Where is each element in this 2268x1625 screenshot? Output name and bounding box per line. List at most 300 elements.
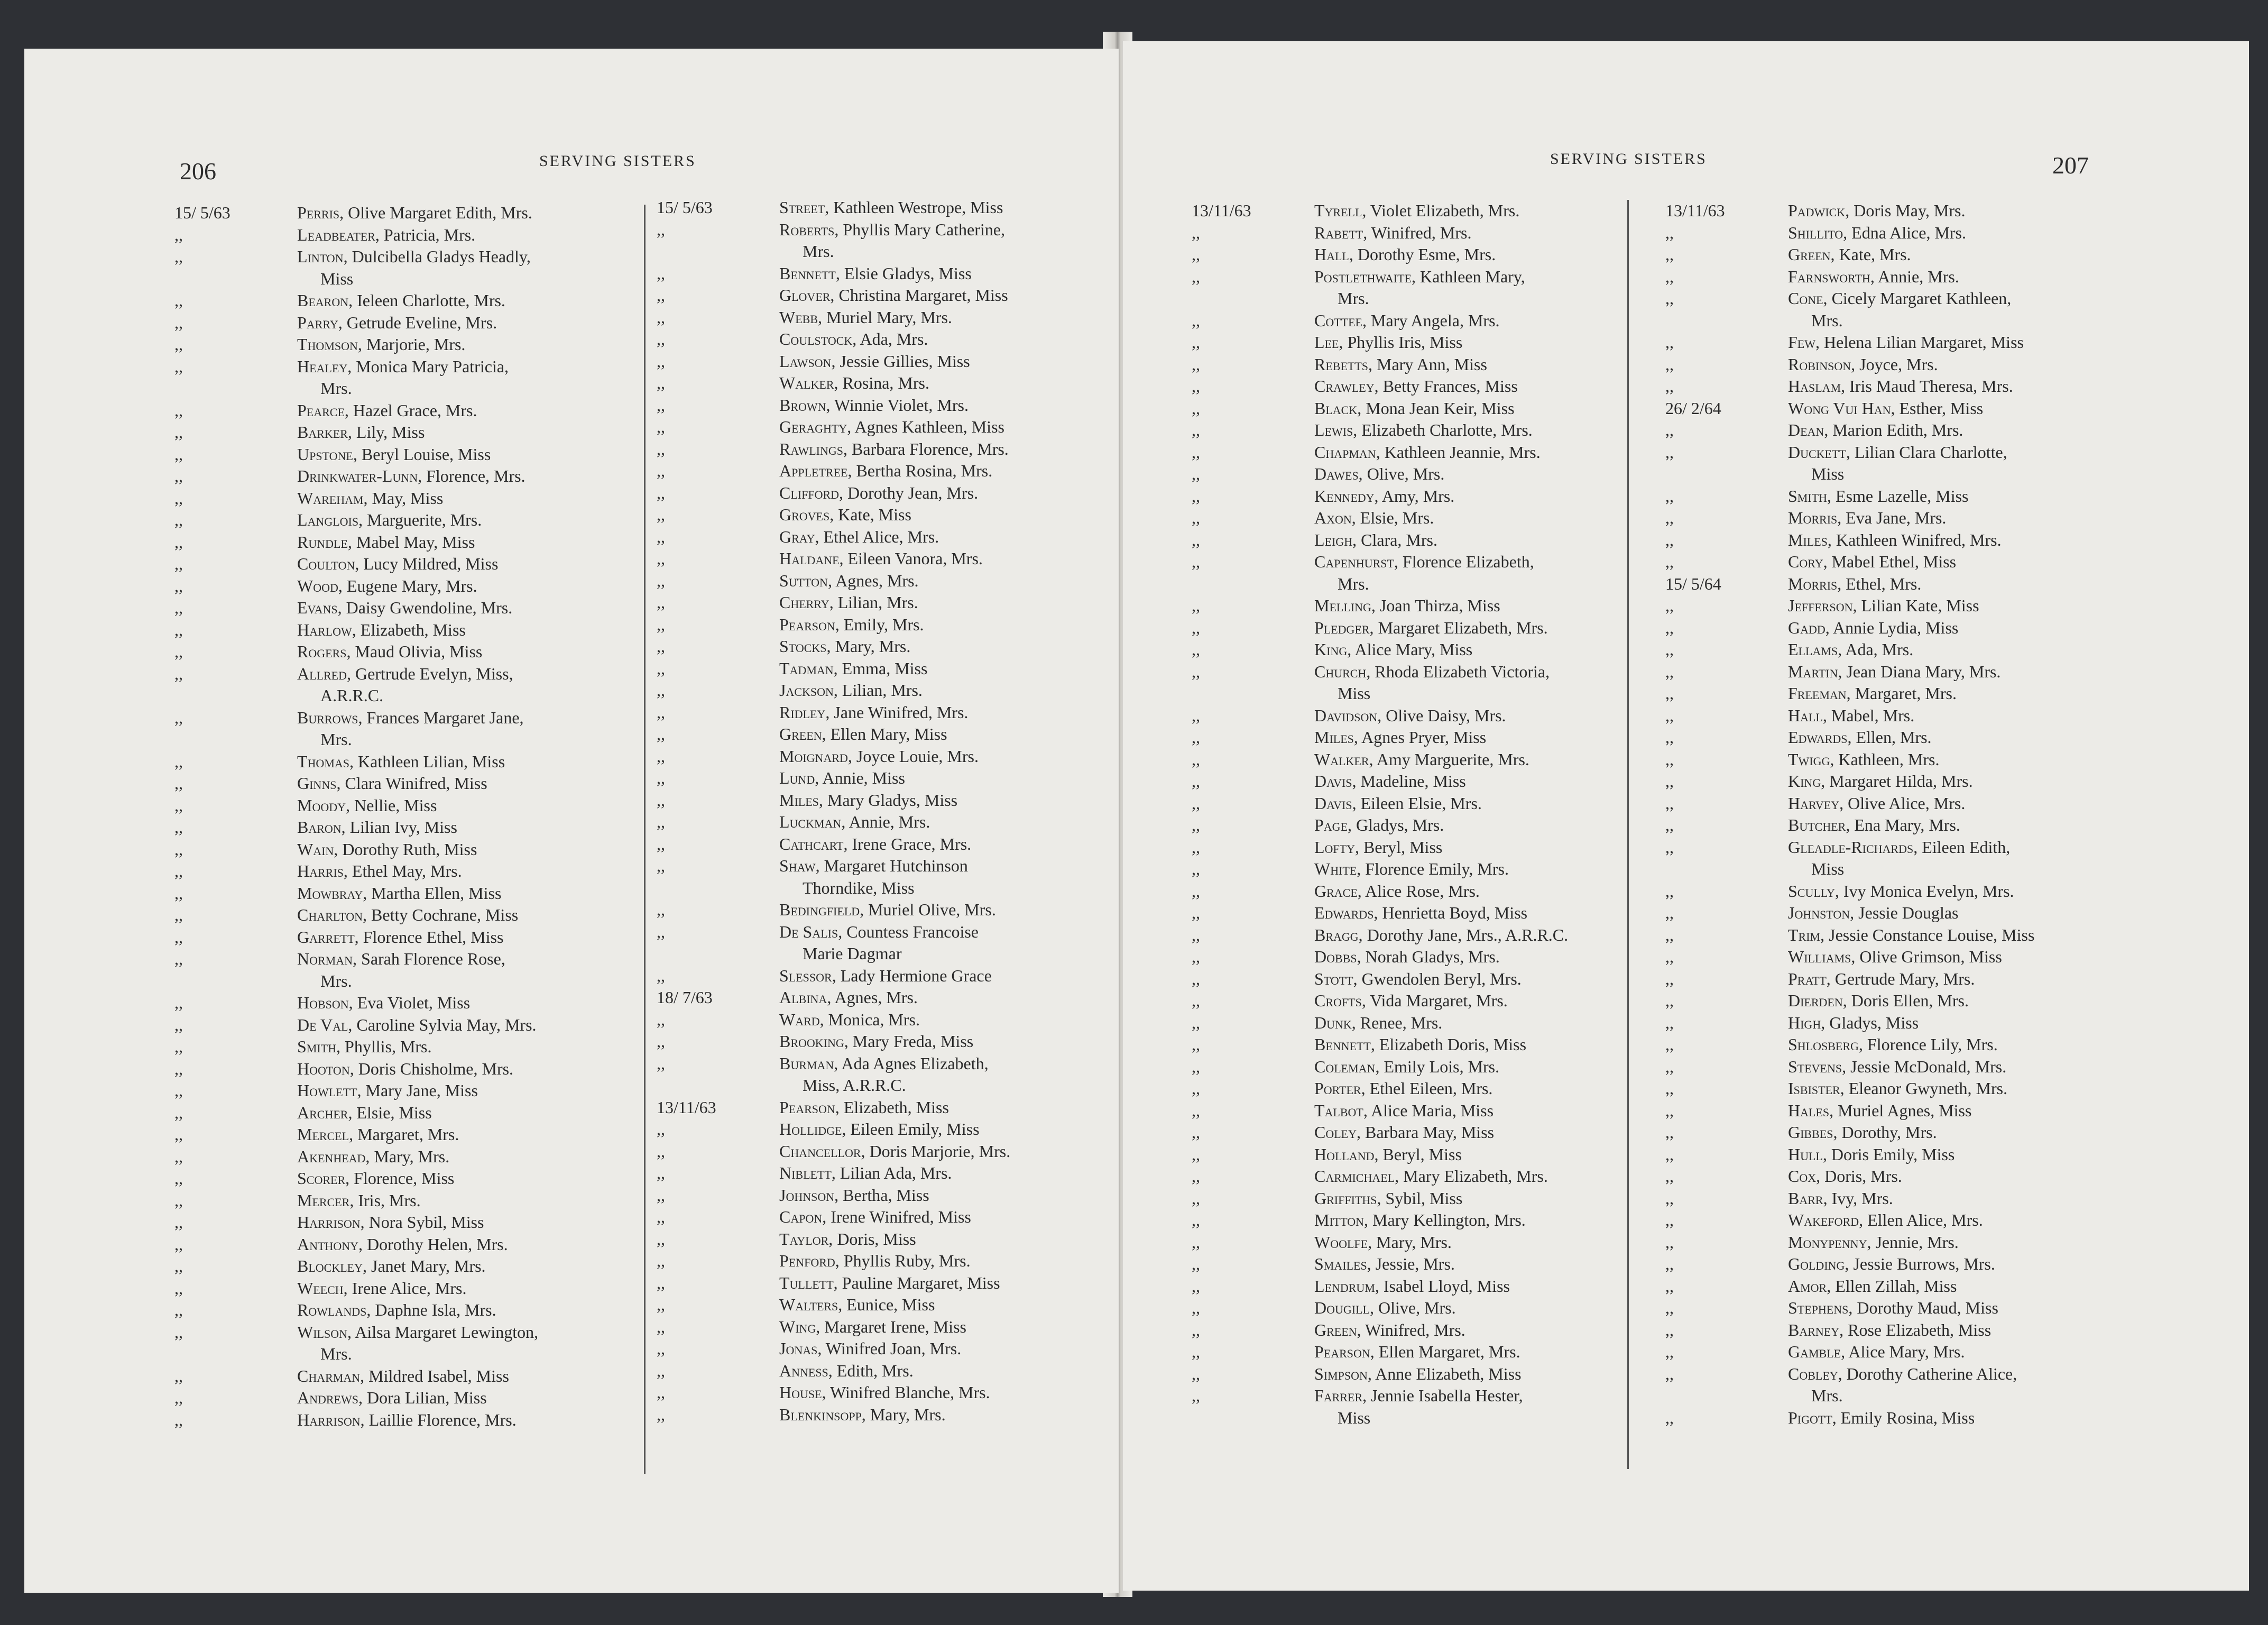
entry-row — [1192, 705, 1620, 727]
entry-given-names: Margaret, Mrs. — [1855, 684, 1957, 703]
entry-surname: Stevens, — [1788, 1057, 1847, 1076]
entry-surname: Gleadle-Richards, — [1788, 837, 1918, 857]
entry-given-names: Ada Agnes Elizabeth, — [841, 1053, 989, 1073]
entry-name — [1314, 1319, 1465, 1342]
entry-continuation — [657, 943, 1117, 965]
entry-given-names: Mary, Mrs. — [835, 637, 911, 656]
entry-date: ,, — [1192, 793, 1200, 813]
entry-surname: Geraghty, — [779, 417, 852, 436]
entry-row — [1665, 1078, 2194, 1100]
entry-name — [1314, 1056, 1499, 1078]
entry-date: ,, — [174, 1146, 183, 1166]
entry-given-names: Mrs. — [1338, 289, 1369, 308]
entry-name — [779, 811, 930, 833]
entry-given-names: Hazel Grace, Mrs. — [353, 400, 477, 420]
entry-date: ,, — [174, 993, 183, 1012]
entry-name — [297, 444, 491, 466]
entry-given-names: Kathleen, Mrs. — [1838, 749, 1940, 769]
entry-name — [779, 1206, 971, 1228]
entry-name — [1314, 1275, 1510, 1298]
entry-given-names: Phyllis Mary Catherine, — [843, 219, 1005, 239]
entry-name — [779, 987, 918, 1009]
entry-date: ,, — [1192, 1167, 1200, 1186]
entry-row — [1192, 946, 1620, 968]
entry-continuation — [1665, 463, 2194, 485]
entry-row — [657, 636, 1117, 658]
entry-surname: Pratt, — [1788, 969, 1831, 988]
entry-name — [1788, 946, 2002, 968]
entry-name — [779, 328, 928, 351]
entry-surname: Church, — [1314, 662, 1371, 681]
entry-given-names: Mrs. — [320, 1344, 352, 1363]
entry-name — [1314, 442, 1541, 464]
entry-name — [297, 1102, 432, 1124]
entry-given-names: Olive Alice, Mrs. — [1848, 793, 1966, 813]
entry-given-names: Kathleen Mary, — [1419, 267, 1525, 286]
entry-row — [174, 904, 640, 926]
entry-row — [174, 816, 640, 839]
entry-name — [1788, 968, 1975, 990]
entry-row — [174, 400, 640, 422]
entry-surname: Lawson, — [779, 351, 836, 371]
entry-surname: Scorer, — [297, 1169, 350, 1188]
entry-surname: Stephens, — [1788, 1298, 1853, 1317]
entry-given-names: Alice Mary, Mrs. — [1848, 1342, 1965, 1361]
entry-name — [1788, 332, 2024, 354]
entry-name — [1788, 1078, 2007, 1100]
entry-name — [779, 1338, 961, 1360]
entry-surname: Cobley, — [1788, 1364, 1842, 1383]
entry-name — [779, 1031, 973, 1053]
entry-surname: Luckman, — [779, 812, 846, 831]
entry-date: ,, — [174, 1388, 183, 1407]
entry-surname: Duckett, — [1788, 442, 1850, 462]
entry-date: ,, — [174, 927, 183, 947]
entry-row — [1665, 1341, 2194, 1363]
entry-name — [297, 268, 353, 290]
entry-name — [779, 789, 957, 812]
entry-given-names: Irene Alice, Mrs. — [352, 1278, 467, 1298]
entry-date: ,, — [1665, 837, 1674, 857]
entry-date: ,, — [1192, 1320, 1200, 1339]
entry-name — [1314, 200, 1519, 222]
entry-name — [1314, 1188, 1462, 1210]
entry-row — [174, 839, 640, 861]
entry-name — [1314, 310, 1500, 332]
entry-name — [1788, 617, 1958, 639]
entry-surname: Rundle, — [297, 532, 352, 552]
entry-name — [779, 394, 969, 417]
entry-given-names: Dorothy Ruth, Miss — [342, 839, 477, 859]
entry-date: ,, — [174, 1081, 183, 1100]
entry-given-names: Kathleen Winifred, Mrs. — [1836, 530, 2002, 549]
entry-surname: Dobbs, — [1314, 947, 1361, 966]
entry-column — [174, 202, 640, 1431]
entry-given-names: Rosina, Mrs. — [842, 373, 929, 392]
entry-name — [779, 570, 919, 592]
entry-row — [1665, 1034, 2194, 1056]
entry-row — [174, 1190, 640, 1212]
entry-given-names: Agnes, Mrs. — [834, 988, 918, 1007]
entry-row — [1665, 1188, 2194, 1210]
entry-name — [1788, 793, 1965, 815]
entry-name — [779, 833, 971, 856]
entry-name — [1314, 463, 1444, 485]
entry-date: 15/ 5/64 — [1665, 574, 1721, 593]
entry-given-names: Ethel, Mrs. — [1846, 574, 1922, 593]
entry-given-names: Jane Winifred, Mrs. — [834, 702, 969, 722]
entry-given-names: A.R.R.C. — [320, 686, 384, 705]
entry-given-names: Kathleen Jeannie, Mrs. — [1384, 442, 1541, 462]
entry-given-names: Doris Emily, Miss — [1831, 1144, 1955, 1164]
entry-surname: Lund, — [779, 768, 819, 787]
entry-surname: Wong Vui Han, — [1788, 398, 1895, 418]
entry-row — [1665, 1165, 2194, 1188]
entry-row — [1192, 1385, 1620, 1407]
entry-row — [1192, 1341, 1620, 1363]
entry-date: ,, — [1192, 1232, 1200, 1252]
entry-continuation — [174, 970, 640, 993]
entry-name — [1314, 573, 1369, 595]
entry-given-names: Clara Winifred, Miss — [345, 774, 487, 793]
entry-date: ,, — [1665, 815, 1674, 834]
entry-given-names: Mrs. — [1338, 574, 1369, 593]
entry-date: ,, — [174, 598, 183, 617]
entry-given-names: Annie Lydia, Miss — [1833, 618, 1959, 637]
entry-surname: Pearson, — [779, 614, 840, 634]
entry-row — [1665, 793, 2194, 815]
entry-name — [1788, 222, 1966, 244]
entry-name — [1314, 1209, 1526, 1232]
entry-name — [779, 1294, 935, 1316]
entry-given-names: Ailsa Margaret Lewington, — [355, 1322, 539, 1342]
entry-name — [779, 877, 915, 899]
entry-row — [657, 1272, 1117, 1295]
entry-given-names: Jessie Constance Louise, Miss — [1829, 925, 2035, 944]
entry-row — [1192, 837, 1620, 859]
entry-row — [1192, 1319, 1620, 1342]
entry-date: ,, — [1192, 1364, 1200, 1383]
entry-row — [1665, 1144, 2194, 1166]
entry-given-names: Muriel Mary, Mrs. — [826, 307, 952, 327]
entry-row — [174, 860, 640, 883]
entry-given-names: Dorothy Catherine Alice, — [1846, 1364, 2017, 1383]
entry-date: ,, — [657, 1273, 665, 1292]
entry-name — [297, 597, 512, 619]
entry-given-names: Jessie Douglas — [1858, 903, 1959, 922]
entry-name — [779, 614, 924, 636]
entry-surname: Monypenny, — [1788, 1232, 1871, 1252]
entry-name — [1788, 266, 1959, 288]
entry-date: ,, — [174, 510, 183, 529]
entry-row — [1192, 332, 1620, 354]
entry-date: ,, — [1665, 1144, 1674, 1164]
entry-surname: Jonas, — [779, 1339, 822, 1358]
entry-row — [657, 482, 1117, 504]
entry-surname: Dean, — [1788, 420, 1829, 439]
entry-given-names: Irene Winifred, Miss — [831, 1207, 971, 1226]
entry-surname: Harrison, — [297, 1410, 365, 1429]
entry-row — [174, 1146, 640, 1168]
entry-name — [297, 948, 505, 970]
entry-given-names: Joyce, Mrs. — [1859, 354, 1938, 374]
entry-row — [657, 921, 1117, 943]
entry-name — [1314, 661, 1550, 683]
entry-name — [779, 943, 901, 965]
entry-name — [297, 992, 470, 1014]
entry-surname: Perris, — [297, 203, 344, 222]
entry-name — [1788, 1100, 1971, 1122]
entry-row — [657, 570, 1117, 592]
entry-name — [1314, 837, 1442, 859]
entry-name — [1788, 1407, 1975, 1429]
entry-row — [1192, 1034, 1620, 1056]
entry-name — [1788, 683, 1957, 705]
entry-given-names: Irene Grace, Mrs. — [852, 834, 972, 853]
entry-name — [779, 241, 834, 263]
entry-date: ,, — [174, 1322, 183, 1342]
entry-date: ,, — [1665, 223, 1674, 242]
entry-row — [174, 1168, 640, 1190]
entry-given-names: Eva Jane, Mrs. — [1846, 508, 1947, 527]
entry-given-names: Eunice, Miss — [846, 1295, 935, 1314]
entry-name — [779, 702, 968, 724]
entry-name — [779, 1404, 946, 1426]
entry-row — [657, 1185, 1117, 1207]
entry-date: ,, — [1192, 1298, 1200, 1317]
entry-given-names: Dorothy Jane, Mrs., A.R.R.C. — [1367, 925, 1569, 944]
entry-date: ,, — [174, 335, 183, 354]
entry-date: ,, — [1192, 1188, 1200, 1208]
entry-row — [1665, 1232, 2194, 1254]
entry-given-names: Lady Hermione Grace — [840, 966, 992, 985]
entry-surname: Pearson, — [1314, 1342, 1375, 1361]
entry-row — [1192, 1056, 1620, 1078]
entry-date: ,, — [174, 1213, 183, 1232]
entry-date: ,, — [657, 834, 665, 853]
entry-date: ,, — [1192, 903, 1200, 922]
entry-continuation — [657, 241, 1117, 263]
entry-given-names: Norah Gladys, Mrs. — [1365, 947, 1500, 966]
entry-row — [1665, 1122, 2194, 1144]
entry-surname: Mitton, — [1314, 1210, 1369, 1229]
entry-name — [1788, 1319, 1991, 1342]
entry-name — [779, 1272, 1000, 1295]
entry-date: ,, — [1665, 728, 1674, 747]
entry-surname: Jackson, — [779, 681, 838, 700]
entry-date: ,, — [1192, 530, 1200, 549]
entry-row — [657, 1360, 1117, 1382]
entry-given-names: Mary, Mrs. — [374, 1146, 450, 1166]
entry-surname: Kennedy, — [1314, 486, 1379, 506]
entry-surname: Simpson, — [1314, 1364, 1372, 1383]
entry-name — [1314, 924, 1568, 947]
entry-given-names: Ivy, Mrs. — [1831, 1188, 1893, 1208]
entry-row — [657, 351, 1117, 373]
entry-surname: High, — [1788, 1013, 1826, 1032]
running-head: SERVING SISTERS — [1550, 150, 1707, 168]
entry-surname: Hall, — [1788, 705, 1827, 725]
entry-surname: Barker, — [297, 423, 352, 442]
entry-surname: Gamble, — [1788, 1342, 1846, 1361]
entry-date: ,, — [1192, 969, 1200, 988]
entry-given-names: Agnes Kathleen, Miss — [854, 417, 1004, 436]
entry-given-names: Iris, Mrs. — [358, 1190, 421, 1210]
entry-given-names: Mary Jane, Miss — [365, 1081, 478, 1100]
entry-date: ,, — [174, 466, 183, 485]
entry-surname: White, — [1314, 859, 1361, 878]
entry-row — [1192, 902, 1620, 924]
entry-given-names: Emily Lois, Mrs. — [1384, 1057, 1500, 1076]
entry-row — [657, 1141, 1117, 1163]
entry-name — [1314, 1100, 1493, 1122]
entry-row — [657, 416, 1117, 438]
entry-given-names: Winnie Violet, Mrs. — [834, 395, 969, 415]
entry-given-names: Dorothy Esme, Mrs. — [1357, 245, 1496, 264]
entry-row — [657, 746, 1117, 768]
entry-row — [1192, 551, 1620, 573]
entry-row — [657, 592, 1117, 614]
entry-surname: Martin, — [1788, 662, 1842, 681]
entry-date: ,, — [657, 746, 665, 766]
entry-name — [297, 1124, 459, 1146]
entry-surname: Cone, — [1788, 289, 1828, 308]
entry-surname: Taylor, — [779, 1229, 833, 1248]
entry-given-names: Nellie, Miss — [354, 795, 437, 815]
entry-name — [1314, 793, 1482, 815]
entry-given-names: Lily, Miss — [356, 423, 425, 442]
entry-date: ,, — [1665, 793, 1674, 813]
entry-name — [1788, 902, 1958, 924]
entry-date: ,, — [657, 395, 665, 415]
entry-surname: Chancellor, — [779, 1141, 865, 1161]
entry-surname: Allred, — [297, 664, 351, 683]
entry-name — [1314, 1297, 1456, 1319]
entry-date: ,, — [657, 812, 665, 831]
entry-row — [174, 312, 640, 334]
entry-surname: Lee, — [1314, 333, 1343, 352]
entry-surname: Green, — [1314, 1320, 1361, 1339]
entry-surname: Coley, — [1314, 1123, 1361, 1142]
entry-surname: Davis, — [1314, 772, 1357, 791]
entry-row — [174, 1036, 640, 1058]
entry-date: ,, — [174, 1190, 183, 1210]
entry-given-names: Gladys, Miss — [1829, 1013, 1919, 1032]
entry-date: ,, — [174, 905, 183, 924]
entry-row — [657, 504, 1117, 526]
entry-date: ,, — [1192, 464, 1200, 483]
entry-date: ,, — [657, 614, 665, 634]
entry-surname: Smith, — [1788, 486, 1832, 506]
entry-surname: Burrows, — [297, 708, 363, 727]
entry-name — [297, 1365, 509, 1388]
entry-name — [1314, 419, 1533, 442]
entry-name — [1314, 617, 1548, 639]
entry-row — [1192, 485, 1620, 508]
entry-given-names: Mrs. — [803, 242, 834, 261]
entry-surname: Dunk, — [1314, 1013, 1356, 1032]
entry-row — [174, 1299, 640, 1321]
entry-surname: Pigott, — [1788, 1408, 1837, 1427]
entry-surname: Cherry, — [779, 593, 834, 612]
entry-date: ,, — [1665, 1188, 1674, 1208]
entry-surname: Akenhead, — [297, 1146, 370, 1166]
entry-name — [779, 197, 1003, 219]
entry-given-names: Bertha, Miss — [843, 1185, 929, 1205]
entry-name — [1788, 1188, 1893, 1210]
entry-surname: Hobson, — [297, 993, 353, 1012]
entry-given-names: Patricia, Mrs. — [383, 225, 476, 244]
entry-name — [297, 926, 503, 949]
entry-date: ,, — [657, 307, 665, 327]
entry-name — [1788, 1253, 1995, 1275]
entry-date: ,, — [657, 1295, 665, 1314]
entry-name — [779, 746, 979, 768]
entry-row — [174, 531, 640, 554]
entry-given-names: Florence Emily, Mrs. — [1365, 859, 1509, 878]
entry-row — [1665, 639, 2194, 661]
entry-name — [1788, 1385, 1843, 1407]
entry-given-names: Mrs. — [1811, 1386, 1843, 1405]
entry-date: ,, — [1192, 223, 1200, 242]
entry-name — [779, 1097, 949, 1119]
entry-given-names: Lilian Clara Charlotte, — [1854, 442, 2007, 462]
entry-given-names: Iris Maud Theresa, Mrs. — [1849, 377, 2013, 396]
entry-date: ,, — [1665, 1167, 1674, 1186]
entry-row — [1192, 266, 1620, 288]
entry-row — [1665, 683, 2194, 705]
entry-date: ,, — [1192, 398, 1200, 418]
entry-name — [1314, 1144, 1462, 1166]
entry-surname: Hollidge, — [779, 1119, 846, 1139]
entry-row — [174, 926, 640, 949]
entry-given-names: Margaret, Mrs. — [357, 1125, 459, 1144]
entry-row — [657, 767, 1117, 789]
entry-given-names: Florence Elizabeth, — [1402, 552, 1534, 571]
entry-name — [297, 619, 466, 641]
entry-row — [1665, 902, 2194, 924]
entry-name — [297, 1387, 487, 1409]
entry-row — [174, 1080, 640, 1102]
entry-given-names: Mrs. — [320, 971, 352, 990]
entry-date: ,, — [657, 373, 665, 392]
entry-row — [1192, 442, 1620, 464]
entry-given-names: Annie, Mrs. — [849, 812, 930, 831]
entry-date: ,, — [1192, 772, 1200, 791]
entry-surname: Stocks, — [779, 637, 831, 656]
entry-given-names: Mabel May, Miss — [356, 532, 475, 552]
entry-surname: Farnsworth, — [1788, 267, 1875, 286]
entry-given-names: Mary Kellington, Mrs. — [1372, 1210, 1526, 1229]
entry-date: ,, — [174, 554, 183, 573]
entry-name — [1788, 770, 1973, 793]
entry-date: ,, — [1665, 596, 1674, 615]
entry-given-names: Miss — [1338, 684, 1371, 703]
entry-name — [1788, 485, 1969, 508]
entry-date: ,, — [657, 549, 665, 568]
entry-row — [174, 1387, 640, 1409]
entry-date: ,, — [174, 1410, 183, 1429]
entry-name — [1314, 1385, 1523, 1407]
entry-row — [657, 855, 1117, 877]
entry-row — [174, 663, 640, 685]
entry-surname: Blenkinsopp, — [779, 1404, 866, 1424]
entry-name — [297, 1080, 478, 1102]
entry-given-names: Kate, Mrs. — [1839, 245, 1911, 264]
entry-date: ,, — [1665, 552, 1674, 571]
entry-date: ,, — [1192, 618, 1200, 637]
entry-given-names: Olive Daisy, Mrs. — [1386, 705, 1506, 725]
